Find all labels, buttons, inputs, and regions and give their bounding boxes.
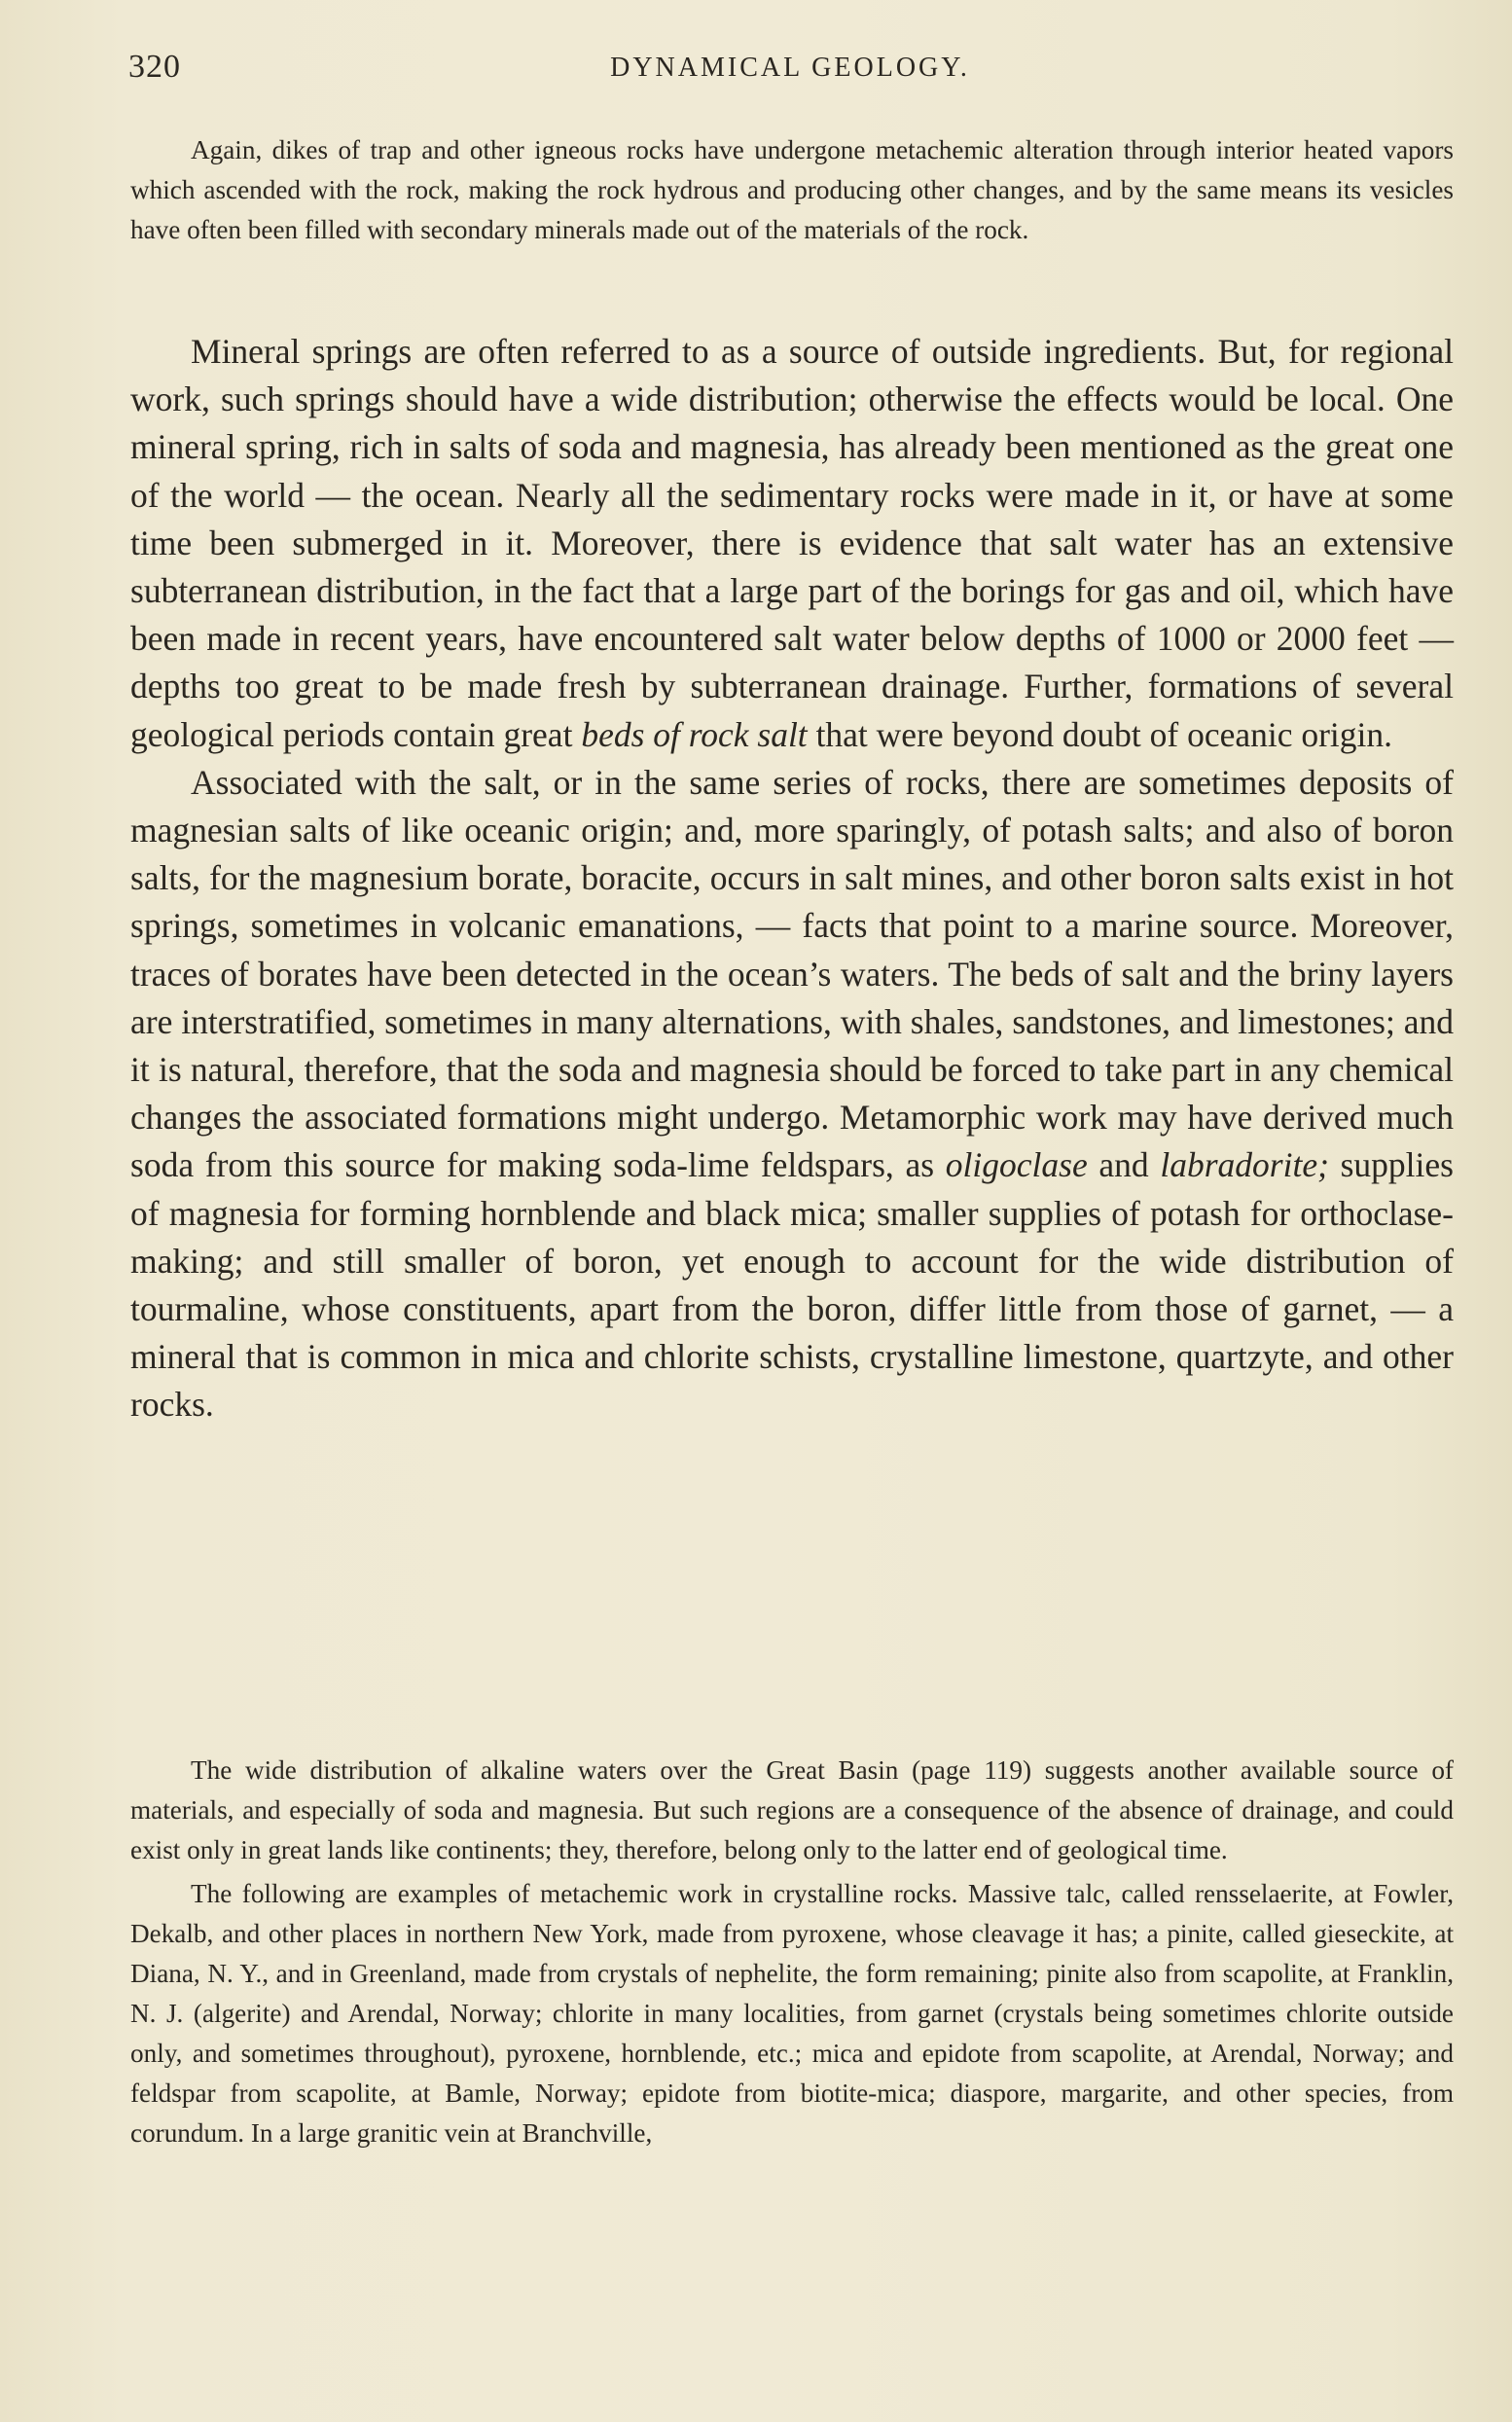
main-paragraph-2-text-a: Associated with the salt, or in the same series of rocks, there are sometimes deposits of magnesian salts of like oceanic origin; and, more sparingly, of potash salts; and also of boron salts, for the magnesium borate, boracite, occurs in salt mines, and other boron salts exist in hot springs, sometimes in volcanic emanations, — facts that point to a marine source. Moreover, traces of borates have been detected in the ocean’s waters. The beds of salt and the briny layers are interstratified, sometimes in many alternations, with shales, sandstones, and limestones; and it is natural, therefore, that the soda and magnesia should be forced to take part in any chemical changes the associated formations might undergo. Metamorphic work may have derived much soda from this source for making soda-lime feldspars, as <box>130 762 1454 1185</box>
top-note-paragraph: Again, dikes of trap and other igneous rocks have undergone metachemic alteration through interior heated vapors which ascended with the rock, making the rock hydrous and producing other changes, and by the same means its vesicles have often been filled with secondary minerals made out of the materials of the rock. <box>130 135 1454 244</box>
bottom-note <box>130 1751 1454 2153</box>
main-paragraph-1-text-b: that were beyond doubt of oceanic origin. <box>807 714 1393 754</box>
running-head <box>128 49 1452 97</box>
running-title: DYNAMICAL GEOLOGY. <box>610 53 970 83</box>
main-paragraph-2-text-mid: and <box>1087 1145 1161 1185</box>
top-note <box>130 130 1454 250</box>
main-paragraph-2-emphasis-1: oligoclase <box>945 1145 1088 1185</box>
bottom-note-paragraph-2: The following are examples of metachemic work in crystalline rocks. Massive talc, called rensselaerite, at Fowler, Dekalb, and other places in northern New York, made from pyroxene, whose cleavage it has; a pinite, called gieseckite, at Diana, N. Y., and in Greenland, made from crystals of nephelite, the form remaining; pinite also from scapolite, at Franklin, N. J. (algerite) and Arendal, Norway; chlorite in many localities, from garnet (crystals being sometimes chlorite outside only, and sometimes throughout), pyroxene, hornblende, etc.; mica and epidote from scapolite, at Arendal, Norway; and feldspar from scapolite, at Bamle, Norway; epidote from biotite-mica; diaspore, margarite, and other species, from corundum. In a large granitic vein at Branchville, <box>130 1879 1454 2148</box>
bottom-note-paragraph-1: The wide distribution of alkaline waters over the Great Basin (page 119) suggests another available source of materials, and especially of soda and magnesia. But such regions are a consequence of the absence of drainage, and could exist only in great lands like continents; they, therefore, belong only to the latter end of geological time. <box>130 1755 1454 1864</box>
main-paragraph-1-emphasis: beds of rock salt <box>581 714 808 754</box>
main-paragraph-1-text-a: Mineral springs are often referred to as a source of outside ingredients. But, for regional work, such springs should have a wide distribution; otherwise the effects would be local. One mineral spring, rich in salts of soda and magnesia, has already been mentioned as the great one of the world — the ocean. Nearly all the sedimentary rocks were made in it, or have at some time been submerged in it. Moreover, there is evidence that salt water has an extensive subterranean distribution, in the fact that a large part of the borings for gas and oil, which have been made in recent years, have encountered salt water below depths of 1000 or 2000 feet — depths too great to be made fresh by subterranean drainage. Further, formations of several geological periods contain great <box>130 332 1454 754</box>
main-paragraph-2 <box>130 759 1454 1429</box>
main-paragraph-2-text-b: supplies of magnesia for forming hornblende and black mica; smaller supplies of potash for orthoclase-making; and still smaller of boron, yet enough to account for the wide distribution of tourmaline, whose constituents, apart from the boron, differ little from those of garnet, — a mineral that is common in mica and chlorite schists, crystalline limestone, quartzyte, and other rocks. <box>130 1145 1454 1425</box>
main-paragraph-1 <box>130 328 1454 759</box>
main-text <box>130 328 1454 1429</box>
main-paragraph-2-emphasis-2: labradorite; <box>1160 1145 1329 1185</box>
page-number: 320 <box>128 49 181 85</box>
